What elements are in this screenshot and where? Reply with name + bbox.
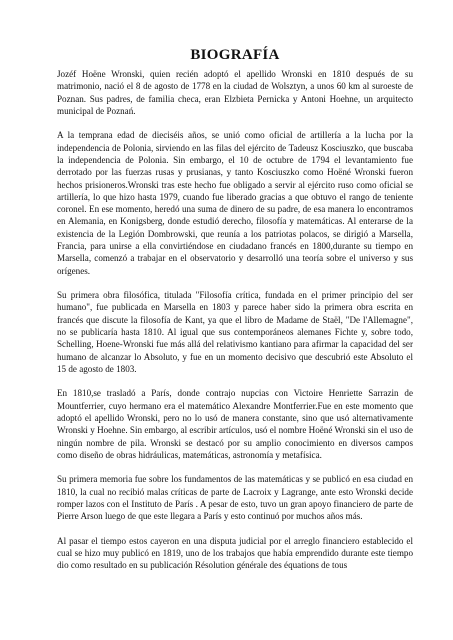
paragraph-dispute: Al pasar el tiempo estos cayeron en una disputa judicial por el arreglo financiero establecido el cual se hizo muy publicó en 1819, uno de los trabajos que había emprendido durante este tiempo dio como resultado en su publicación Résolution générale des équations de tous: [57, 535, 413, 571]
paragraph-first-work: Su primera obra filosófica, titulada "Filosofía crítica, fundada en el primer principio del ser humano", fue publicada en Marsella en 1803 y parece haber sido la primera obra escrita en francés que discute la filosofía de Kant, ya que el libro de Madame de Staël, "De l'Allemagne", no se publicaría hasta 1810. Al igual que sus contemporáneos alemanes Fichte y, sobre todo, Schelling, Hoene-Wronski fue más allá del relativismo kantiano para afirmar la capacidad del ser humano de alcanzar lo Absoluto, y fue en un momento decisivo que descubrió este Absoluto el 15 de agosto de 1803.: [57, 290, 413, 374]
paragraph-birth: Jozéf Hoëne Wronski, quien recién adoptó el apellido Wronski en 1810 después de su matrimonio, nació el 8 de agosto de 1778 en la ciudad de Wolsztyn, a unos 60 km al suroeste de Poznan. Sus padres, de familia checa, eran Elzbieta Pernicka y Antoni Hoehne, un arquitecto municipal de Poznań.: [57, 69, 413, 116]
paragraph-paris: En 1810,se trasladó a París, donde contrajo nupcias con Victoire Henriette Sarrazin de Mountferrier, cuyo hermano era el matemático Alexandre Montferrier.Fue en este momento que adoptó el apellido Wronski, pero no lo usó de manera constante, sino que usó alternativamente Wronski y Hoehne. Sin embargo, al escribir artículos, usó el nombre Hoëné Wronski sin el uso de ningún nombre de pila. Wronski se destacó por su amplio conocimiento en diversos campos como diseño de obras hidráulicas, matemáticas, astronomía y metafísica.: [57, 388, 413, 460]
paragraph-military: A la temprana edad de dieciséis años, se unió como oficial de artillería a la lucha por la independencia de Polonia, sirviendo en las filas del ejército de Tadeusz Kosciuszko, que buscaba la independencia de Polonia. Sin embargo, el 10 de octubre de 1794 el levantamiento fue derrotado por las fuerzas rusas y prusianas, y tanto Kosciuszko como Hoëné Wronski fueron hechos prisioneros.Wronski tras este hecho fue obligado a servir al ejército ruso como oficial se artillería, lo que hizo hasta 1979, cuando fue liberado gracias a que obtuvo el rango de teniente coronel. En ese momento, heredó una suma de dinero de su padre, de esa manera lo encontramos en Alemania, en Konigsberg, donde estudió derecho, filosofía y matemáticas. Al enterarse de la existencia de la Legión Dombrowski, que reunía a los patriotas polacos, se dirigió a Marsella, Francia, para unirse a ella convirtiéndose en ciudadano francés en 1800,durante su tiempo en Marsella, comenzó a trabajar en el observatorio y desarrolló una teoría sobre el universo y sus orígenes.: [57, 130, 413, 276]
paragraph-first-memoir: Su primera memoria fue sobre los fundamentos de las matemáticas y se publicó en esa ciudad en 1810, la cual no recibió malas críticas de parte de Lacroix y Lagrange, ante esto Wronski decide romper lazos con el Instituto de París . A pesar de esto, tuvo un gran apoyo financiero de parte de Pierre Arson luego de que este llegara a París y esto continuó por muchos años más.: [57, 474, 413, 522]
page-title: BIOGRAFÍA: [190, 47, 280, 63]
